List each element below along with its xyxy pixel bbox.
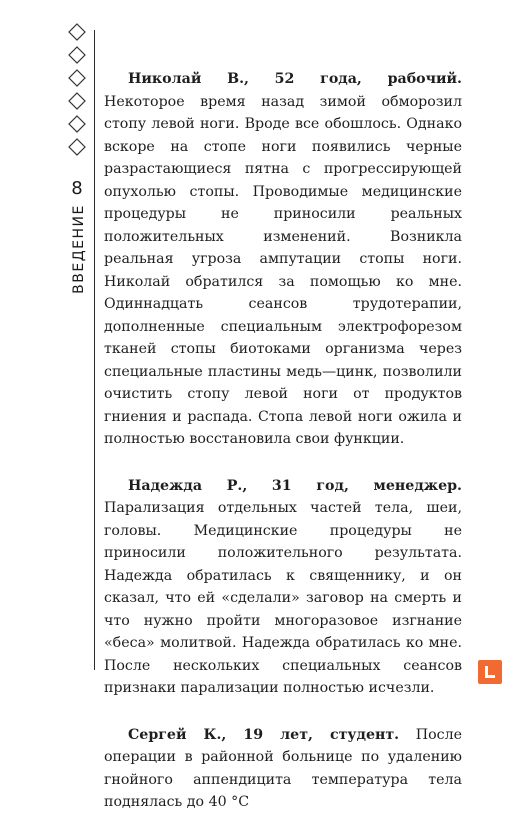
diamond-icon bbox=[69, 24, 85, 40]
case-text: Некоторое время назад зимой обморозил стопу левой ноги. Вроде все обошлось. Однако вскоре на стопе ноги появились черные разрастающиеся пятна с прогрессирующей опухолью стопы. Проводимые медицинские процедуры не приносили реальных положительных изменений. Возникла реальная угроза ампутации стопы ноги. Николай обратился за помощью ко мне. Одиннадцать сеансов трудотерапии, дополненные специальным электрофорезом тканей стопы биотоками организма через специальные пластины медь—цинк, позволили очистить стопу левой ноги от продуктов гниения и распада. Стопа левой ноги ожила и полностью восстановила свои функции. bbox=[104, 93, 462, 447]
case-lead: Надежда Р., 31 год, менеджер. bbox=[128, 477, 462, 494]
diamond-icon bbox=[69, 47, 85, 63]
case-text: После операции в районной больнице по удалению гнойного аппендицита температура тела поднялась до 40 °С bbox=[104, 726, 463, 810]
diamond-icon bbox=[69, 116, 85, 132]
section-label: ВВЕДЕНИЕ bbox=[71, 204, 87, 294]
case-paragraph bbox=[104, 724, 462, 814]
diamond-icon bbox=[69, 93, 85, 109]
case-lead: Сергей К., 19 лет, студент. bbox=[128, 726, 400, 743]
document-body bbox=[104, 68, 462, 838]
case-lead: Николай В., 52 года, рабочий. bbox=[128, 71, 462, 87]
case-paragraph bbox=[104, 475, 462, 700]
logo-background bbox=[478, 660, 502, 684]
litres-logo-icon bbox=[478, 660, 502, 684]
sidebar-divider bbox=[94, 30, 95, 670]
case-text: Парализация отдельных частей тела, шеи, головы. Медицинские процедуры не приносили положительного результата. Надежда обратилась к священнику, и он сказал, что ей «сделали» заговор на смерть и что нужно пройти многоразовое изгнание «беса» молитвой. Надежда обратилась ко мне. После нескольких специальных сеансов признаки парализации полностью исчезли. bbox=[104, 500, 462, 696]
page-number: 8 bbox=[71, 178, 83, 199]
case-paragraph bbox=[104, 68, 462, 451]
diamond-icon bbox=[69, 70, 85, 86]
diamond-icon bbox=[69, 139, 85, 155]
